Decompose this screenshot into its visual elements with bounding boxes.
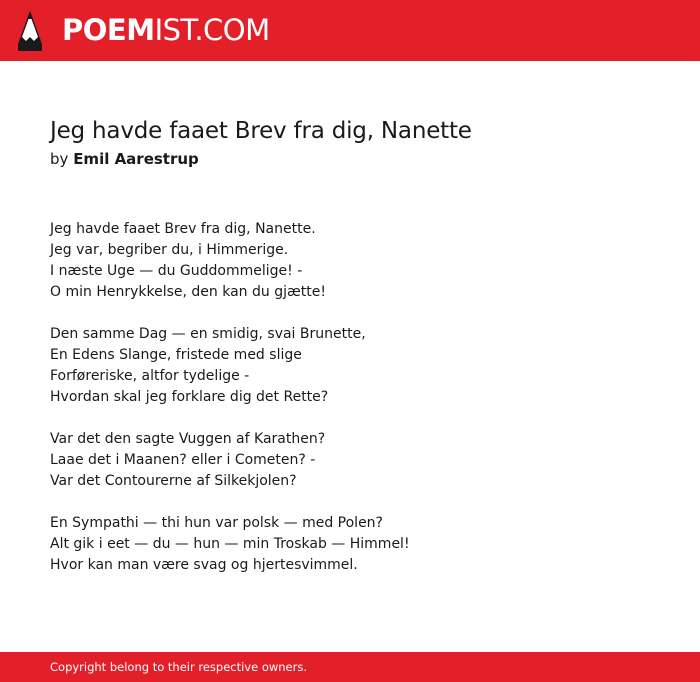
poem-line: Laae det i Maanen? eller i Cometen? -: [50, 452, 316, 468]
poem-line: I næste Uge — du Guddommelige! -: [50, 263, 303, 279]
poem-line: Var det Contourerne af Silkekjolen?: [50, 473, 297, 489]
site-header: [0, 0, 700, 61]
stanza: [50, 219, 650, 303]
poem-line: Forføreriske, altfor tydelige -: [50, 368, 250, 384]
site-logo[interactable]: [62, 13, 270, 47]
poem-line: Var det den sagte Vuggen af Karathen?: [50, 431, 326, 447]
poem-line: Den samme Dag — en smidig, svai Brunette,: [50, 326, 366, 342]
copyright-text: Copyright belong to their respective owners.: [50, 660, 308, 674]
logo-light-part: IST.COM: [154, 13, 270, 47]
stanza: [50, 513, 650, 576]
byline: [50, 149, 199, 169]
poem-line: Alt gik i eet — du — hun — min Troskab — Himmel!: [50, 536, 410, 552]
poem-body: [50, 219, 650, 597]
by-label: by: [50, 150, 69, 168]
poem-line: Jeg var, begriber du, i Himmerige.: [50, 242, 289, 258]
poem-line: Hvordan skal jeg forklare dig det Rette?: [50, 389, 329, 405]
site-footer: [0, 652, 700, 682]
poem-line: Hvor kan man være svag og hjertesvimmel.: [50, 557, 358, 573]
stanza: [50, 429, 650, 492]
logo-bold-part: POEM: [62, 13, 155, 47]
pencil-tip-icon[interactable]: [17, 10, 43, 52]
poem-line: En Edens Slange, fristede med slige: [50, 347, 302, 363]
poem-line: O min Henrykkelse, den kan du gjætte!: [50, 284, 326, 300]
poem-title: Jeg havde faaet Brev fra dig, Nanette: [50, 118, 472, 144]
stanza: [50, 324, 650, 408]
poem-line: En Sympathi — thi hun var polsk — med Polen?: [50, 515, 383, 531]
poem-line: Jeg havde faaet Brev fra dig, Nanette.: [50, 221, 316, 237]
author-name: Emil Aarestrup: [73, 150, 199, 168]
